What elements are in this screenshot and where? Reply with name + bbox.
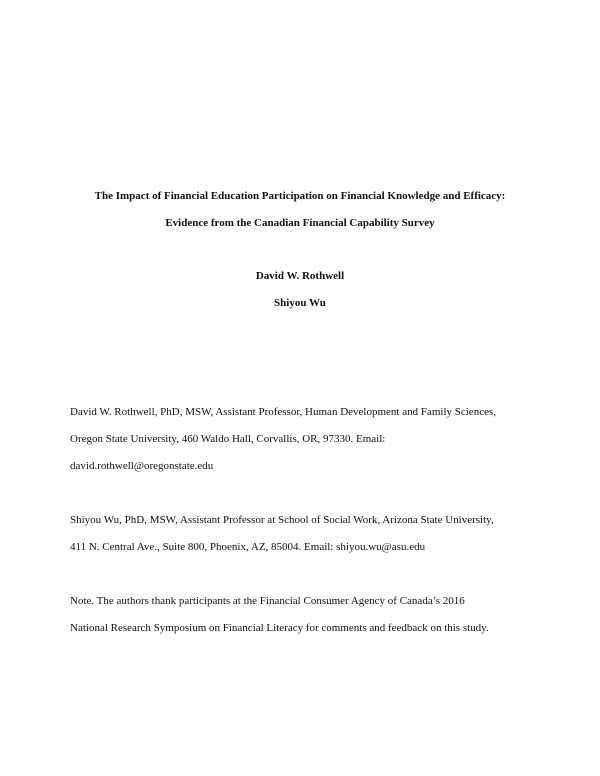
author-name-2: Shiyou Wu: [274, 297, 326, 309]
affiliation-rothwell-line-1: David W. Rothwell, PhD, MSW, Assistant Professor, Human Development and Family Sciences,: [70, 406, 496, 418]
affiliation-wu-line-1: Shiyou Wu, PhD, MSW, Assistant Professor at School of Social Work, Arizona State University,: [70, 514, 494, 526]
author-name-1: David W. Rothwell: [255, 270, 345, 282]
paper-title-line-1: The Impact of Financial Education Participation on Financial Knowledge and Efficacy:: [94, 190, 506, 202]
acknowledgement-note-line-1: Note. The authors thank participants at the Financial Consumer Agency of Canada’s 2016: [70, 595, 465, 607]
affiliation-rothwell-line-2: Oregon State University, 460 Waldo Hall, Corvallis, OR, 97330. Email:: [70, 433, 386, 445]
affiliation-rothwell-email: david.rothwell@oregonstate.edu: [70, 460, 214, 472]
acknowledgement-note-line-2: National Research Symposium on Financial Literacy for comments and feedback on this study.: [70, 622, 489, 634]
paper-title-line-2: Evidence from the Canadian Financial Capability Survey: [165, 217, 435, 229]
affiliation-wu-line-2: 411 N. Central Ave., Suite 800, Phoenix, AZ, 85004. Email: shiyou.wu@asu.edu: [70, 541, 426, 553]
